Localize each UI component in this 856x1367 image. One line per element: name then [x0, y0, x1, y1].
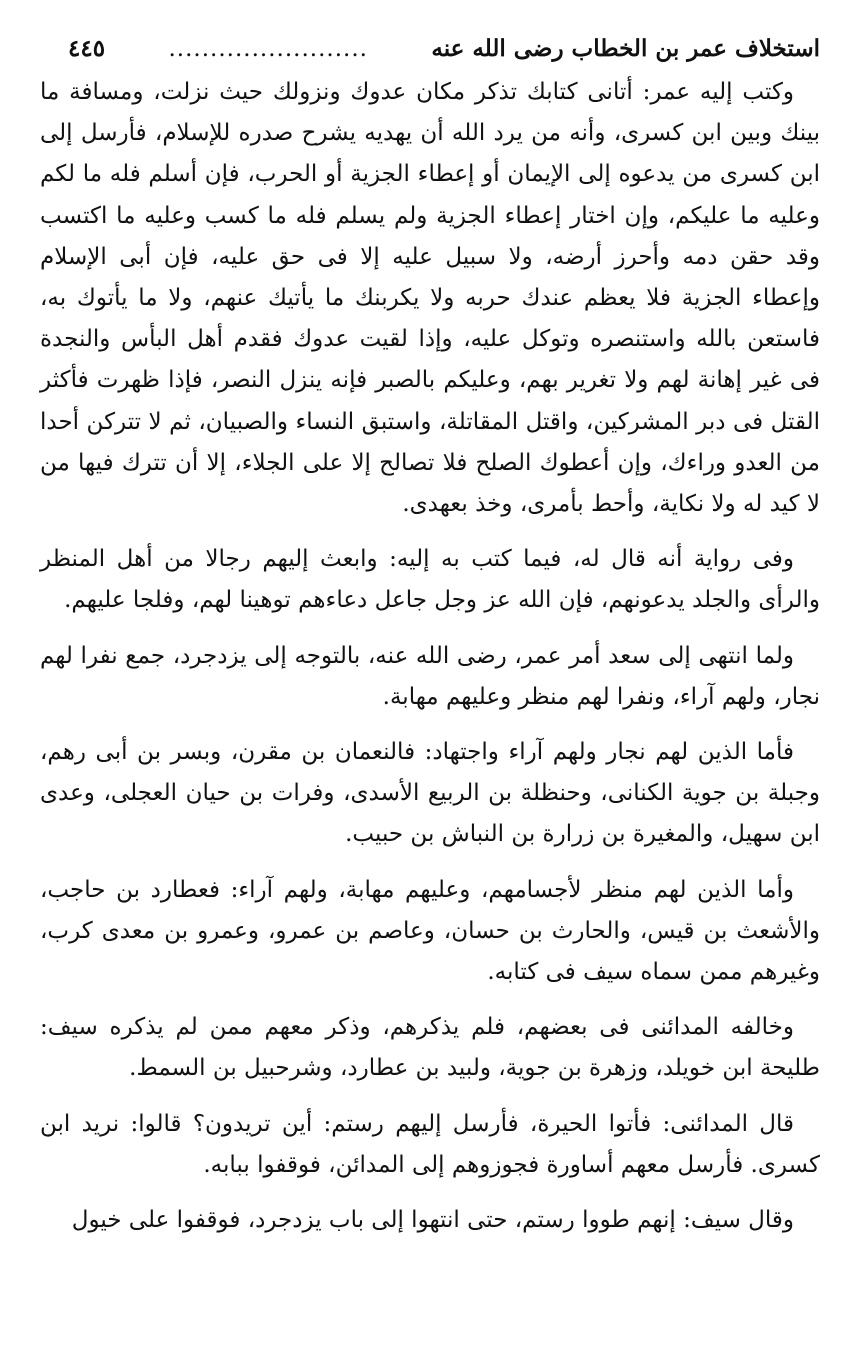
- paragraph-sayf-account: وقال سيف: إنهم طووا رستم، حتى انتهوا إلى باب يزدجرد، فوقفوا على خيول: [71, 1207, 794, 1234]
- chapter-title: استخلاف عمر بن الخطاب رضى الله عنه: [431, 35, 820, 62]
- leader-dots: ........................: [168, 36, 368, 62]
- paragraph-madaini-account: قال المدائنى: فأتوا الحيرة، فأرسل إليهم رستم: أين تريدون؟ قالوا: نريد ابن كسرى. فأرسل معهم أساورة فجوزوهم إلى المدائن، فوقفوا ببابه.: [40, 1110, 820, 1178]
- paragraph-advisors: فأما الذين لهم نجار ولهم آراء واجتهاد: فالنعمان بن مقرن، وبسر بن أبى رهم، وجبلة بن جوية الكنانى، وحنظلة بن الربيع الأسدى، وفرات بن حيان العجلى، وعدى ابن سهيل، والمغيرة بن زرارة بن النباش بن حبيب.: [40, 739, 820, 848]
- body-text: [40, 72, 820, 1241]
- paragraph-madaini-dissent: وخالفه المدائنى فى بعضهم، فلم يذكرهم، وذكر معهم ممن لم يذكره سيف: طليحة ابن خويلد، وزهرة بن جوية، ولبيد بن عطارد، وشرحبيل بن السمط.: [40, 1014, 820, 1082]
- paragraph-imposing: وأما الذين لهم منظر لأجسامهم، وعليهم مهابة، ولهم آراء: فعطارد بن حاجب، والأشعث بن قيس، والحارث بن حسان، وعاصم بن عمرو، وعمرو بن معدى كرب، وغيرهم ممن سماه سيف فى كتابه.: [40, 876, 820, 986]
- paragraph-narration: وفى رواية أنه قال له، فيما كتب به إليه: وابعث إليهم رجالا من أهل المنظر والرأى والجلد يدعونهم، فإن الله عز وجل جاعل دعاءهم توهينا لهم، وفلجا عليهم.: [40, 546, 820, 614]
- paragraph-saad: ولما انتهى إلى سعد أمر عمر، رضى الله عنه، بالتوجه إلى يزدجرد، جمع نفرا لهم نجار، ولهم آراء، ونفرا لهم منظر وعليهم مهابة.: [40, 642, 820, 710]
- book-page: [40, 30, 820, 1241]
- running-header: [40, 30, 820, 72]
- page-number: ٤٤٥: [68, 35, 106, 62]
- paragraph-letter: وكتب إليه عمر: أتانى كتابك تذكر مكان عدوك ونزولك حيث نزلت، ومسافة ما بينك وبين ابن كسرى، وأنه من يرد الله أن يهديه يشرح صدره للإسلام، فأرسل إلى ابن كسرى من يدعوه إلى الإيمان أو إعطاء الجزية أو الحرب، فإن أسلم فله ما لكم وعليه ما عليكم، وإن اختار إعطاء الجزية ولم يسلم فله ما كسب وعليه ما اكتسب وقد حقن دمه وأحرز أرضه، ولا سبيل عليه إلا فى حق عليه، فإن أبى الإسلام وإعطاء الجزية فلا يعظم عندك حربه ولا يكربنك ما يأتيك عنهم، ولا ما يأتوك به، فاستعن بالله واستنصره وتوكل عليه، وإذا لقيت عدوك فقدم أهل البأس والنجدة فى غير إهانة لهم ولا تغرير بهم، وعليكم بالصبر فإنه ينزل النصر، فإذا ظهرت فأكثر القتل فى دبر المشركين، واقتل المقاتلة، واستبق النساء والصبيان، ثم لا تتركن أحدا من العدو وراءك، وإن أعطوك الصلح فلا تصالح إلا على الجلاء، إلا أن تترك فيها من لا كيد له ولا نكاية، وأحط بأمرى، وخذ بعهدى.: [40, 79, 820, 518]
